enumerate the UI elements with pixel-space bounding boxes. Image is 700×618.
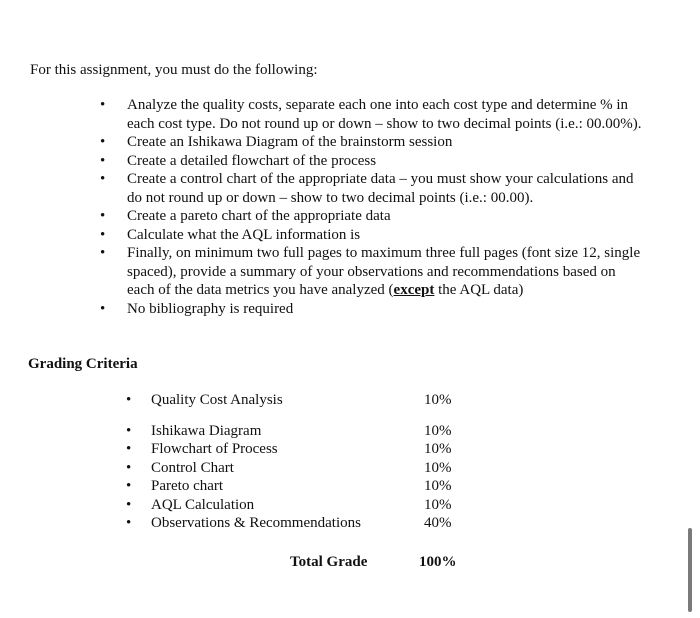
list-item (100, 170, 645, 207)
total-grade-value: 100% (419, 554, 457, 570)
bullet-icon: • (100, 300, 106, 317)
vertical-scrollbar[interactable] (688, 528, 692, 612)
task-text-before: Finally, on minimum two full pages to maximum three full pages (font size 12, single spaced), provide a summary of your observations and recommendations based on each of the data metrics you have analyzed ( (127, 245, 641, 298)
grade-percent: 10% (424, 441, 452, 457)
bullet-icon: • (100, 97, 106, 113)
task-text: Analyze the quality costs, separate each one into each cost type and determine % in each cost type. Do not round up or down – show to two decimal points (i.e.: 00.00%). (127, 97, 642, 132)
grade-name: Control Chart (151, 459, 234, 476)
grade-percent: 10% (424, 392, 452, 408)
grade-name: Quality Cost Analysis (151, 392, 283, 408)
bullet-icon: • (100, 208, 106, 224)
list-item (100, 207, 645, 226)
grade-row (126, 440, 466, 459)
grade-name: Ishikawa Diagram (151, 422, 262, 439)
task-text-after: the AQL data) (434, 282, 524, 298)
task-text: Create an Ishikawa Diagram of the brainstorm session (127, 134, 453, 150)
list-item (100, 226, 645, 245)
grade-name: Flowchart of Process (151, 441, 278, 457)
grade-percent: 10% (424, 496, 452, 513)
bullet-icon: • (126, 392, 132, 408)
bullet-icon: • (126, 459, 132, 476)
bullet-icon: • (126, 422, 132, 439)
grade-row (126, 514, 466, 533)
bullet-icon: • (100, 171, 106, 187)
bullet-icon: • (100, 134, 106, 150)
grade-row (126, 496, 466, 515)
grade-row (126, 391, 466, 410)
task-emphasis: except (393, 282, 435, 298)
list-item (100, 244, 645, 300)
list-item (100, 133, 645, 152)
grade-name: Pareto chart (151, 478, 224, 494)
bullet-icon: • (100, 152, 106, 169)
grade-percent: 40% (424, 515, 452, 531)
grade-percent: 10% (424, 422, 452, 439)
task-text: Calculate what the AQL information is (127, 226, 361, 243)
grade-percent: 10% (424, 459, 452, 476)
bullet-icon: • (100, 226, 106, 243)
grade-name: Observations & Recommendations (151, 515, 361, 531)
bullet-icon: • (126, 496, 132, 513)
intro-text: For this assignment, you must do the following: (30, 62, 318, 78)
task-list (100, 96, 645, 318)
task-text: Create a detailed flowchart of the process (127, 152, 377, 169)
grade-row (126, 459, 466, 478)
grade-row (126, 477, 466, 496)
list-item (100, 300, 645, 319)
grade-name: AQL Calculation (151, 496, 255, 513)
total-grade-label: Total Grade (290, 554, 368, 570)
bullet-icon: • (126, 441, 132, 457)
bullet-icon: • (126, 515, 132, 531)
grade-percent: 10% (424, 478, 452, 494)
grading-list (126, 391, 466, 533)
list-item (100, 152, 645, 171)
task-text: No bibliography is required (127, 300, 294, 317)
task-text: Create a pareto chart of the appropriate data (127, 208, 391, 224)
grade-row (126, 422, 466, 441)
bullet-icon: • (100, 245, 106, 261)
bullet-icon: • (126, 478, 132, 494)
grading-criteria-title: Grading Criteria (28, 356, 138, 372)
list-item (100, 96, 645, 133)
task-text: Create a control chart of the appropriate data – you must show your calculations and do not round up or down – show to two decimal points (i.e.: 00.00). (127, 171, 634, 206)
